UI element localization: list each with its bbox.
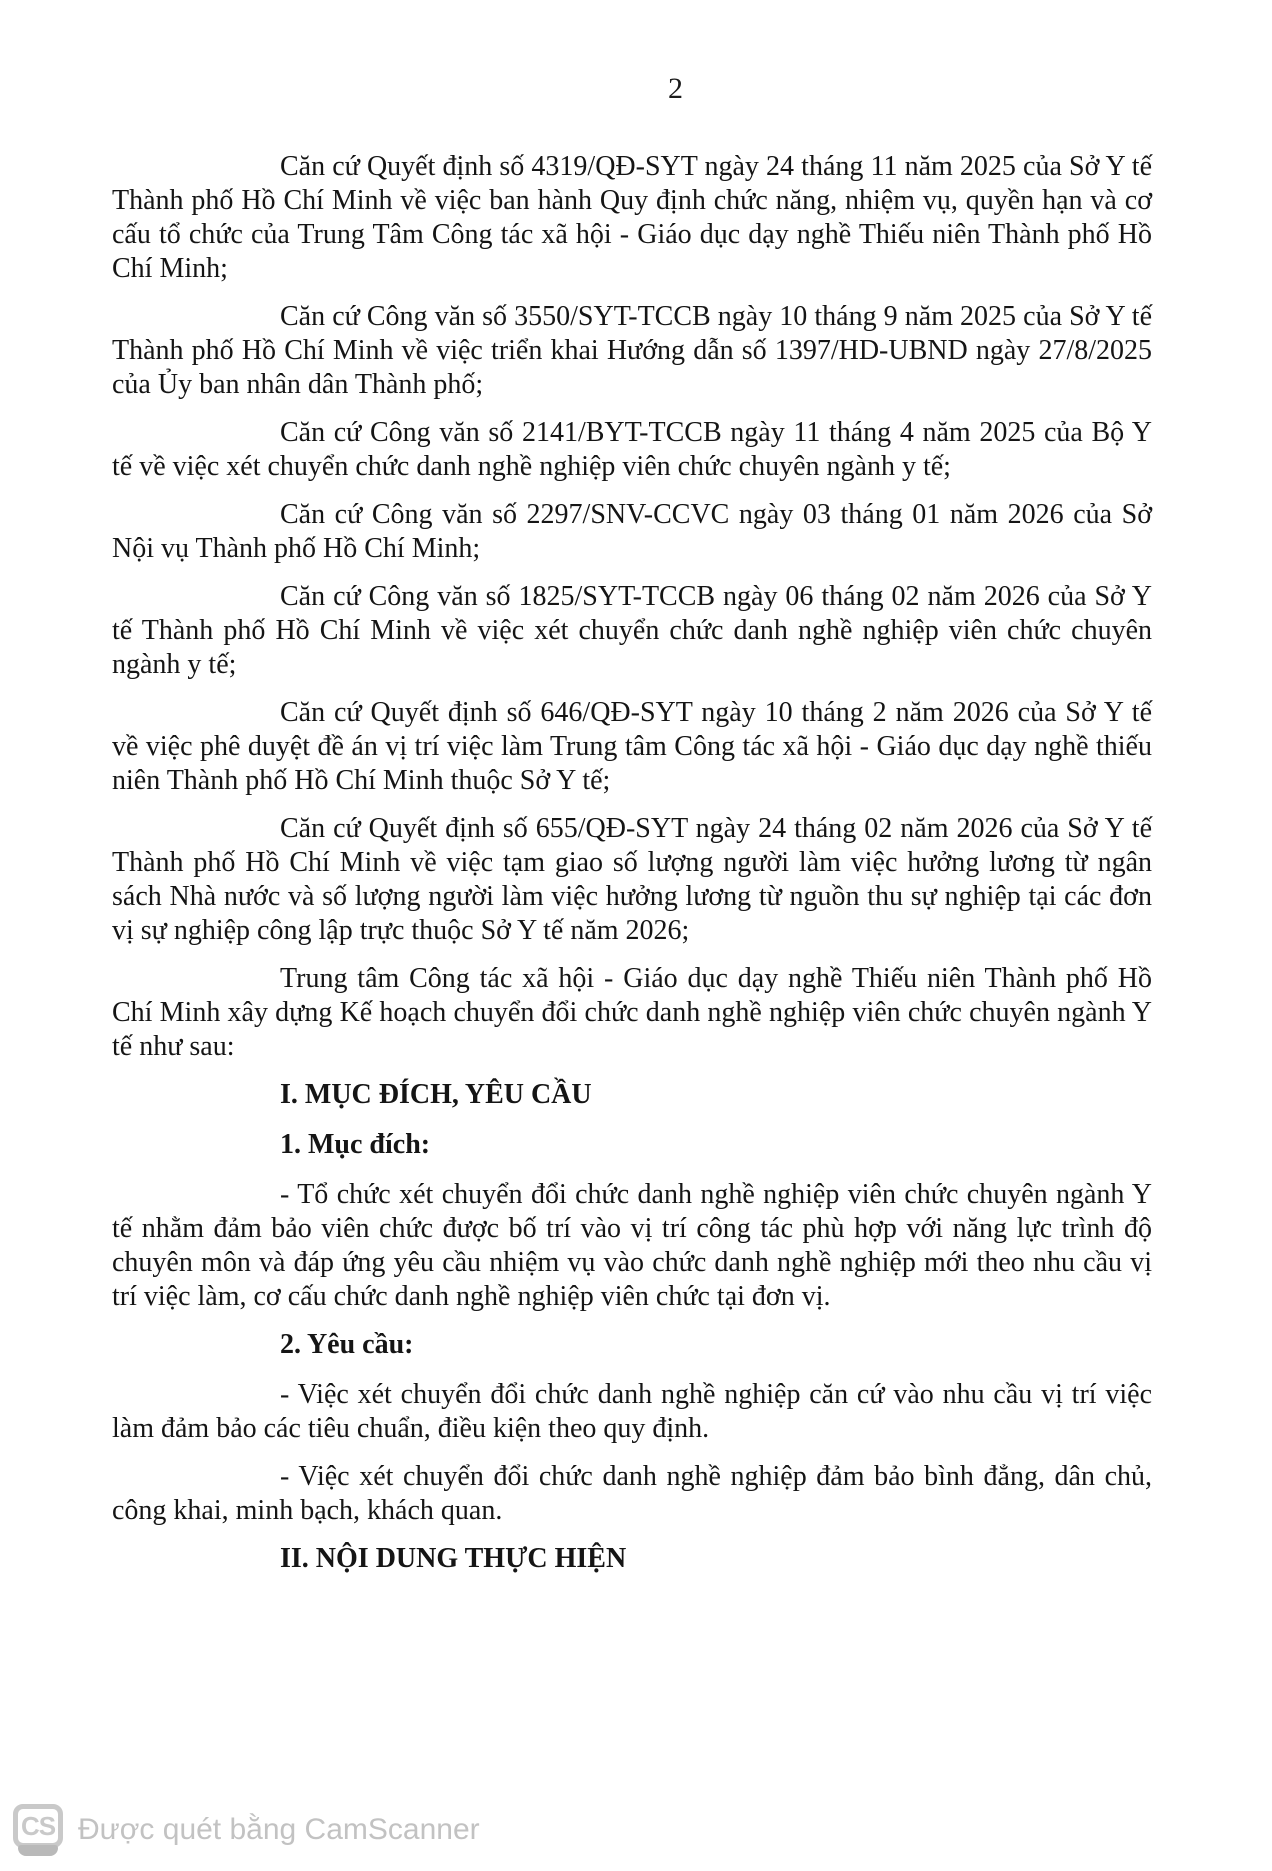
paragraph-viec-xet-chuyen-doi-1: - Việc xét chuyển đổi chức danh nghề nghiệp căn cứ vào nhu cầu vị trí việc làm đảm bảo các tiêu chuẩn, điều kiện theo quy định. — [112, 1379, 1152, 1444]
heading-ii-noi-dung-thuc-hien: II. NỘI DUNG THỰC HIỆN — [280, 1543, 627, 1574]
document-body — [112, 150, 1152, 1592]
paragraph-trung-tam-ke-hoach: Trung tâm Công tác xã hội - Giáo dục dạy nghề Thiếu niên Thành phố Hồ Chí Minh xây dựng Kế hoạch chuyển đổi chức danh nghề nghiệp viên chức chuyên ngành Y tế như sau: — [112, 963, 1152, 1062]
camscanner-cs-badge — [13, 1804, 63, 1848]
paragraph-cong-van-2297: Căn cứ Công văn số 2297/SNV-CCVC ngày 03 tháng 01 năm 2026 của Sở Nội vụ Thành phố Hồ Chí Minh; — [112, 499, 1152, 564]
camscanner-cs-letters: CS — [20, 1810, 56, 1841]
paragraph-cong-van-2141: Căn cứ Công văn số 2141/BYT-TCCB ngày 11 tháng 4 năm 2025 của Bộ Y tế về việc xét chuyển chức danh nghề nghiệp viên chức chuyên ngành y tế; — [112, 417, 1152, 482]
page-number: 2 — [668, 72, 683, 105]
paragraph-cong-van-3550: Căn cứ Công văn số 3550/SYT-TCCB ngày 10 tháng 9 năm 2025 của Sở Y tế Thành phố Hồ Chí Minh về việc triển khai Hướng dẫn số 1397/HD-UBND ngày 27/8/2025 của Ủy ban nhân dân Thành phố; — [112, 301, 1152, 400]
camscanner-logo-base — [18, 1845, 58, 1856]
paragraph-cong-van-1825: Căn cứ Công văn số 1825/SYT-TCCB ngày 06 tháng 02 năm 2026 của Sở Y tế Thành phố Hồ Chí Minh về việc xét chuyển chức danh nghề nghiệp viên chức chuyên ngành y tế; — [112, 581, 1152, 680]
paragraph-to-chuc-xet-chuyen-doi: - Tổ chức xét chuyển đổi chức danh nghề nghiệp viên chức chuyên ngành Y tế nhằm đảm bảo viên chức được bố trí vào vị trí công tác phù hợp với năng lực trình độ chuyên môn và đáp ứng yêu cầu nhiệm vụ vào chức danh nghề nghiệp mới theo nhu cầu vị trí việc làm, cơ cấu chức danh nghề nghiệp viên chức tại đơn vị. — [112, 1179, 1152, 1312]
camscanner-logo-icon — [13, 1804, 63, 1856]
heading-2-yeu-cau: 2. Yêu cầu: — [280, 1329, 414, 1360]
camscanner-footer — [13, 1804, 480, 1856]
paragraph-quyet-dinh-646: Căn cứ Quyết định số 646/QĐ-SYT ngày 10 tháng 2 năm 2026 của Sở Y tế về việc phê duyệt đề án vị trí việc làm Trung tâm Công tác xã hội - Giáo dục dạy nghề thiếu niên Thành phố Hồ Chí Minh thuộc Sở Y tế; — [112, 697, 1152, 796]
heading-i-muc-dich-yeu-cau: I. MỤC ĐÍCH, YÊU CẦU — [280, 1079, 592, 1110]
paragraph-quyet-dinh-655: Căn cứ Quyết định số 655/QĐ-SYT ngày 24 tháng 02 năm 2026 của Sở Y tế Thành phố Hồ Chí Minh về việc tạm giao số lượng người làm việc hưởng lương từ ngân sách Nhà nước và số lượng người làm việc hưởng lương từ nguồn thu sự nghiệp tại các đơn vị sự nghiệp công lập trực thuộc Sở Y tế năm 2026; — [112, 813, 1152, 946]
heading-1-muc-dich: 1. Mục đích: — [280, 1129, 431, 1160]
camscanner-caption: Được quét bằng CamScanner — [78, 1813, 480, 1846]
paragraph-viec-xet-chuyen-doi-2: - Việc xét chuyển đổi chức danh nghề nghiệp đảm bảo bình đẳng, dân chủ, công khai, minh bạch, khách quan. — [112, 1461, 1152, 1526]
paragraph-quyet-dinh-4319: Căn cứ Quyết định số 4319/QĐ-SYT ngày 24 tháng 11 năm 2025 của Sở Y tế Thành phố Hồ Chí Minh về việc ban hành Quy định chức năng, nhiệm vụ, quyền hạn và cơ cấu tổ chức của Trung Tâm Công tác xã hội - Giáo dục dạy nghề Thiếu niên Thành phố Hồ Chí Minh; — [112, 151, 1152, 284]
